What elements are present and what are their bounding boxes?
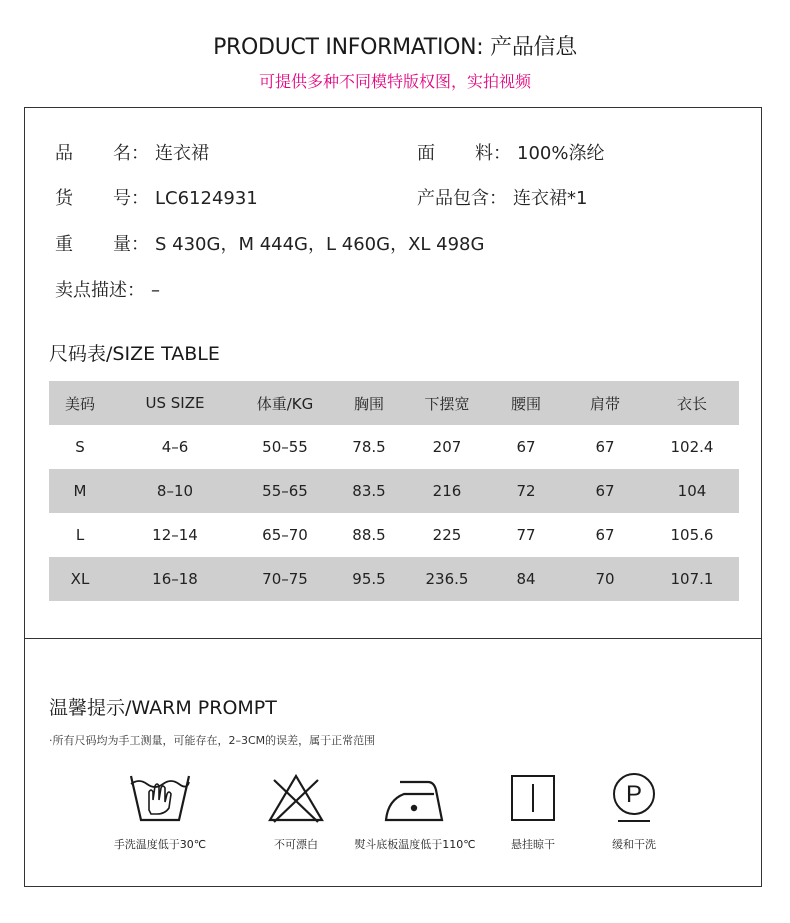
info-fabric-value: 100%涤纶 [517,143,605,164]
info-item-no-key: 货号： [55,188,149,209]
info-item-no-value: LC6124931 [155,188,258,209]
size-header-cell: 美码 [64,394,95,413]
size-cell: 95.5 [352,570,386,588]
size-cell: 67 [595,526,615,544]
page-title: PRODUCT INFORMATION: 产品信息 [213,35,577,60]
info-selling-points-key: 卖点描述： [55,280,145,301]
info-weight-row [55,230,484,256]
iron-low-icon [382,770,448,826]
size-cell: 50–55 [262,438,308,456]
care-label: 手洗温度低于30℃ [113,838,207,851]
size-table [49,381,739,601]
size-cell: S [75,438,85,456]
size-cell: 216 [432,482,462,500]
size-header-cell: 腰围 [510,394,541,413]
care-label: 悬挂晾干 [511,838,555,851]
no-bleach-icon [266,770,326,826]
size-cell: 77 [516,526,536,544]
care-label: 熨斗底板温度低于110℃ [354,838,476,851]
warm-prompt-title: 温馨提示/WARM PROMPT [49,697,277,719]
size-cell: 78.5 [352,438,386,456]
care-label: 不可漂白 [274,838,318,851]
size-cell: 84 [516,570,536,588]
size-cell: 16–18 [152,570,198,588]
size-cell: 67 [516,438,536,456]
info-selling-points-value: – [151,280,160,301]
size-cell: 55–65 [262,482,308,500]
care-line-dry [493,770,573,852]
size-cell: 65–70 [262,526,308,544]
size-cell: L [75,526,85,544]
info-includes-value: 连衣裙*1 [513,188,588,209]
info-includes-key: 产品包含： [417,188,507,209]
size-cell: 70–75 [262,570,308,588]
page-subtitle: 可提供多种不同模特版权图，实拍视频 [258,72,531,91]
info-weight-key: 重量： [55,234,149,255]
hand-wash-icon [127,770,193,826]
info-fabric-row [417,139,604,165]
info-selling-points-row [55,276,160,302]
size-cell: M [73,482,87,500]
size-cell: 12–14 [152,526,198,544]
size-cell: 207 [432,438,462,456]
info-weight-value: S 430G，M 444G，L 460G，XL 498G [155,234,485,255]
size-header-cell: 胸围 [353,394,384,413]
care-label: 缓和干洗 [612,838,656,851]
size-cell: 105.6 [670,526,714,544]
info-includes-row [417,184,587,210]
info-item-no-row [55,184,258,210]
size-cell: 4–6 [161,438,189,456]
size-cell: 107.1 [670,570,714,588]
section-divider [24,638,762,639]
size-table-title: 尺码表/SIZE TABLE [49,343,220,365]
measurement-note: ·所有尺码均为手工测量，可能存在，2–3CM的误差，属于正常范围 [49,734,376,747]
info-name-row [55,139,209,165]
care-iron-low [340,770,490,852]
size-cell: 83.5 [352,482,386,500]
size-cell: 67 [595,482,615,500]
care-hand-wash [100,770,220,852]
size-cell: 236.5 [425,570,469,588]
table-row [49,513,739,557]
care-dry-clean [592,770,676,852]
size-cell: 8–10 [156,482,194,500]
info-name-key: 品名： [55,143,149,164]
info-fabric-key: 面料： [417,143,511,164]
size-cell: 70 [595,570,615,588]
size-header-cell: 衣长 [676,394,707,413]
size-cell: 104 [677,482,707,500]
size-header-cell: 体重/KG [256,394,314,413]
size-cell: 88.5 [352,526,386,544]
table-row [49,469,739,513]
size-cell: 72 [516,482,536,500]
size-header-cell: US SIZE [145,394,205,412]
size-table-header-row [49,381,739,425]
size-cell: 225 [432,526,462,544]
size-header-cell: 下摆宽 [424,394,470,413]
svg-text:P: P [625,781,643,808]
size-cell: 67 [595,438,615,456]
info-name-value: 连衣裙 [155,143,209,164]
table-row [49,557,739,601]
size-header-cell: 肩带 [589,394,620,413]
size-cell: 102.4 [670,438,714,456]
care-no-bleach [246,770,346,852]
dry-clean-p-icon [609,770,659,826]
table-row [49,425,739,469]
line-dry-icon [508,770,558,826]
size-cell: XL [70,570,90,588]
